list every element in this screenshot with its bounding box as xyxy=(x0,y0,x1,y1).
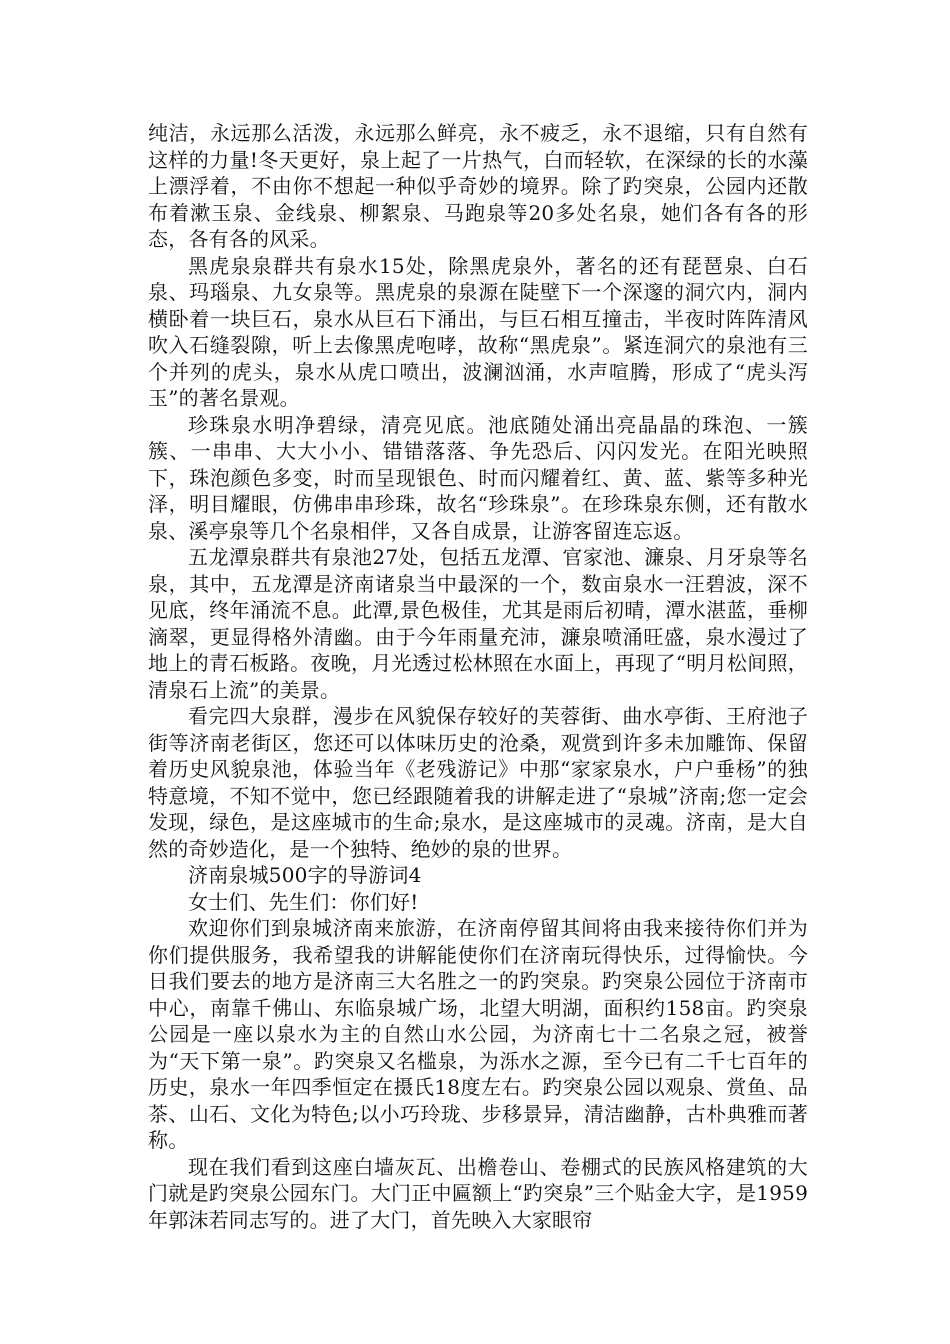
paragraph-7: 现在我们看到这座白墙灰瓦、出檐卷山、卷棚式的民族风格建筑的大门就是趵突泉公园东门。大门正中匾额上“趵突泉”三个贴金大字，是1959年郭沫若同志写的。进了大门，首先映入大家眼帘 xyxy=(148,1154,808,1232)
paragraph-3: 珍珠泉水明净碧绿，清亮见底。池底随处涌出亮晶晶的珠泡、一簇簇、一串串、大大小小、错错落落、争先恐后、闪闪发光。在阳光映照下，珠泡颜色多变，时而呈现银色、时而闪耀着红、黄、蓝、紫等多种光泽，明目耀眼，仿佛串串珍珠，故名“珍珠泉”。在珍珠泉东侧，还有散水泉、溪亭泉等几个名泉相伴，又各自成景，让游客留连忘返。 xyxy=(148,412,808,543)
paragraph-6: 欢迎你们到泉城济南来旅游，在济南停留其间将由我来接待你们并为你们提供服务，我希望我的讲解能使你们在济南玩得快乐，过得愉快。今日我们要去的地方是济南三大名胜之一的趵突泉。趵突泉公园位于济南市中心，南靠千佛山、东临泉城广场，北望大明湖，面积约158亩。趵突泉公园是一座以泉水为主的自然山水公园，为济南七十二名泉之冠，被誉为“天下第一泉”。趵突泉又名槛泉，为泺水之源，至今已有二千七百年的历史，泉水一年四季恒定在摄氏18度左右。趵突泉公园以观泉、赏鱼、品茶、山石、文化为特色;以小巧玲珑、步移景异，清洁幽静，古朴典雅而著称。 xyxy=(148,916,808,1152)
section-heading: 济南泉城500字的导游词4 xyxy=(188,863,422,887)
paragraph-1: 纯洁，永远那么活泼，永远那么鲜亮，永不疲乏，永不退缩，只有自然有这样的力量!冬天更好，泉上起了一片热气，白而轻软，在深绿的长的水藻上漂浮着，不由你不想起一种似乎奇妙的境界。除了趵突泉，公园内还散布着漱玉泉、金线泉、柳絮泉、马跑泉等20多处名泉，她们各有各的形态，各有各的风采。 xyxy=(148,121,808,251)
paragraph-2: 黑虎泉泉群共有泉水15处，除黑虎泉外，著名的还有琵琶泉、白石泉、玛瑙泉、九女泉等。黑虎泉的泉源在陡壁下一个深邃的洞穴内，洞内横卧着一块巨石，泉水从巨石下涌出，与巨石相互撞击，半夜时阵阵清风吹入石缝裂隙，听上去像黑虎咆哮，故称“黑虎泉”。紧连洞穴的泉池有三个并列的虎头，泉水从虎口喷出，波澜汹涌，水声喧腾，形成了“虎头泻玉”的著名景观。 xyxy=(148,253,808,410)
greeting: 女士们、先生们：你们好! xyxy=(188,889,419,914)
document-body xyxy=(148,120,808,1233)
paragraph-4: 五龙潭泉群共有泉池27处，包括五龙潭、官家池、濂泉、月牙泉等名泉，其中，五龙潭是济南诸泉当中最深的一个，数亩泉水一汪碧波，深不见底，终年涌流不息。此潭,景色极佳，尤其是雨后初晴，潭水湛蓝，垂柳滴翠，更显得格外清幽。由于今年雨量充沛，濂泉喷涌旺盛，泉水漫过了地上的青石板路。夜晚，月光透过松林照在水面上，再现了“明月松间照，清泉石上流”的美景。 xyxy=(148,545,808,702)
paragraph-5: 看完四大泉群，漫步在风貌保存较好的芙蓉街、曲水亭街、王府池子街等济南老街区，您还可以体味历史的沧桑，观赏到许多未加雕饰、保留着历史风貌泉池，体验当年《老残游记》中那“家家泉水，户户垂杨”的独特意境，不知不觉中，您已经跟随着我的讲解走进了“泉城”济南;您一定会发现，绿色，是这座城市的生命;泉水，是这座城市的灵魂。济南，是大自然的奇妙造化，是一个独特、绝妙的泉的世界。 xyxy=(148,704,808,861)
